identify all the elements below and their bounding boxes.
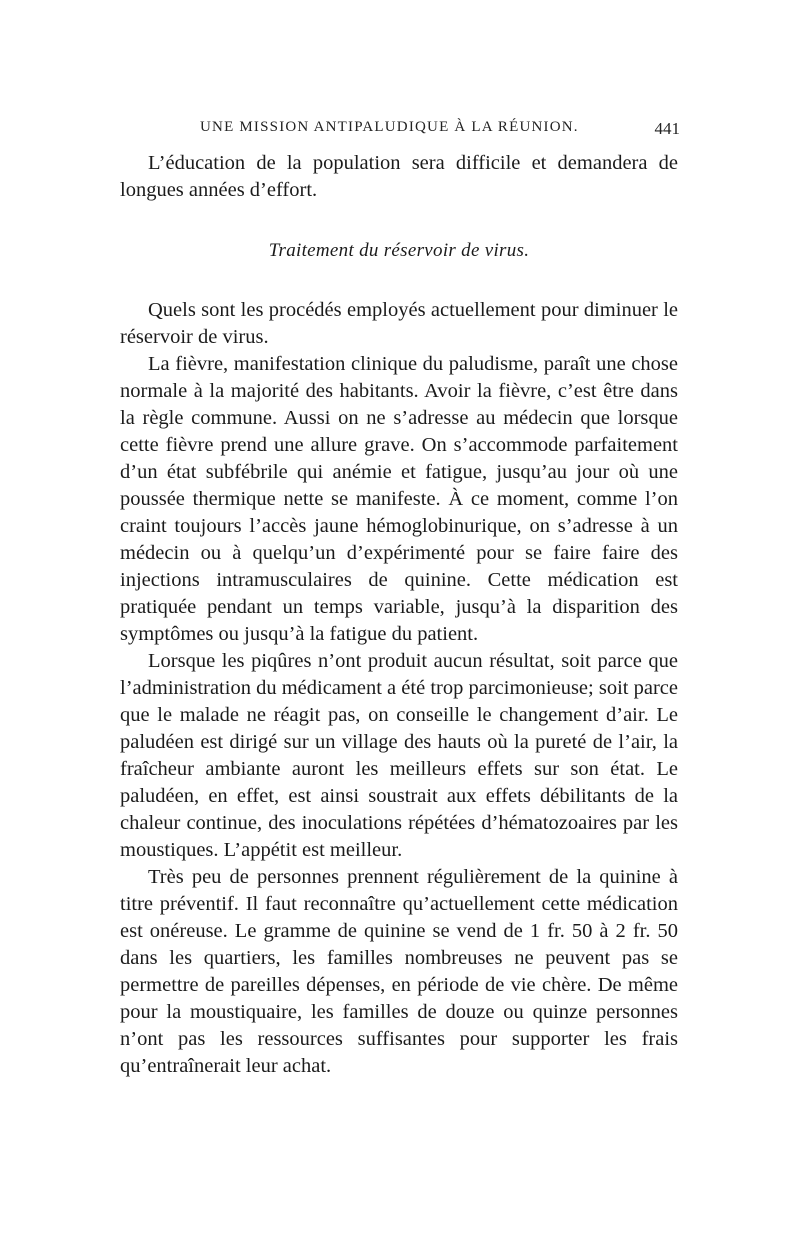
paragraph: La fièvre, manifestation clinique du paludisme, paraît une chose normale à la majorité des habitants. Avoir la fièvre, c’est être dans la règle commune. Aussi on ne s’adresse au médecin que lorsque cette fièvre prend une allure grave. On s’accommode parfaitement d’un état subfébrile qui anémie et fatigue, jusqu’au jour où une poussée thermique nette se manifeste. À ce moment, comme l’on craint toujours l’accès jaune hémoglobinurique, on s’adresse à un médecin ou à quelqu’un d’expérimenté pour se faire faire des injections intramusculaires de quinine. Cette médication est pratiquée pendant un temps variable, jusqu’à la disparition des symptômes ou jusqu’à la fatigue du patient. (120, 353, 678, 645)
intro-paragraph: L’éducation de la population sera difficile et demandera de longues années d’effort. (120, 152, 678, 201)
paragraph: Très peu de personnes prennent régulièrement de la quinine à titre préventif. Il faut reconnaître qu’actuellement cette médication est onéreuse. Le gramme de quinine se vend de 1 fr. 50 à 2 fr. 50 dans les quartiers, les familles nombreuses ne peuvent pas se permettre de pareilles dépenses, en période de vie chère. De même pour la moustiquaire, les familles de douze ou quinze personnes n’ont pas les ressources suffisantes pour supporter les frais qu’entraînerait leur achat. (120, 866, 678, 1077)
paragraph: Quels sont les procédés employés actuellement pour diminuer le réservoir de virus. (120, 299, 678, 348)
paragraph: Lorsque les piqûres n’ont produit aucun résultat, soit parce que l’administration du médicament a été trop parcimonieuse; soit parce que le malade ne réagit pas, on conseille le changement d’air. Le paludéen est dirigé sur un village des hauts où la pureté de l’air, la fraîcheur ambiante auront les meilleurs effets sur son état. Le paludéen, en effet, est ainsi soustrait aux effets débilitants de la chaleur continue, des inoculations répétées d’hématozoaires par les moustiques. L’appétit est meilleur. (120, 650, 678, 861)
running-head (120, 119, 680, 143)
page-number: 441 (654, 119, 680, 138)
body-text (120, 150, 678, 1080)
section-heading: Traitement du réservoir de virus. (268, 240, 530, 261)
running-title: UNE MISSION ANTIPALUDIQUE À LA RÉUNION. (200, 119, 579, 135)
